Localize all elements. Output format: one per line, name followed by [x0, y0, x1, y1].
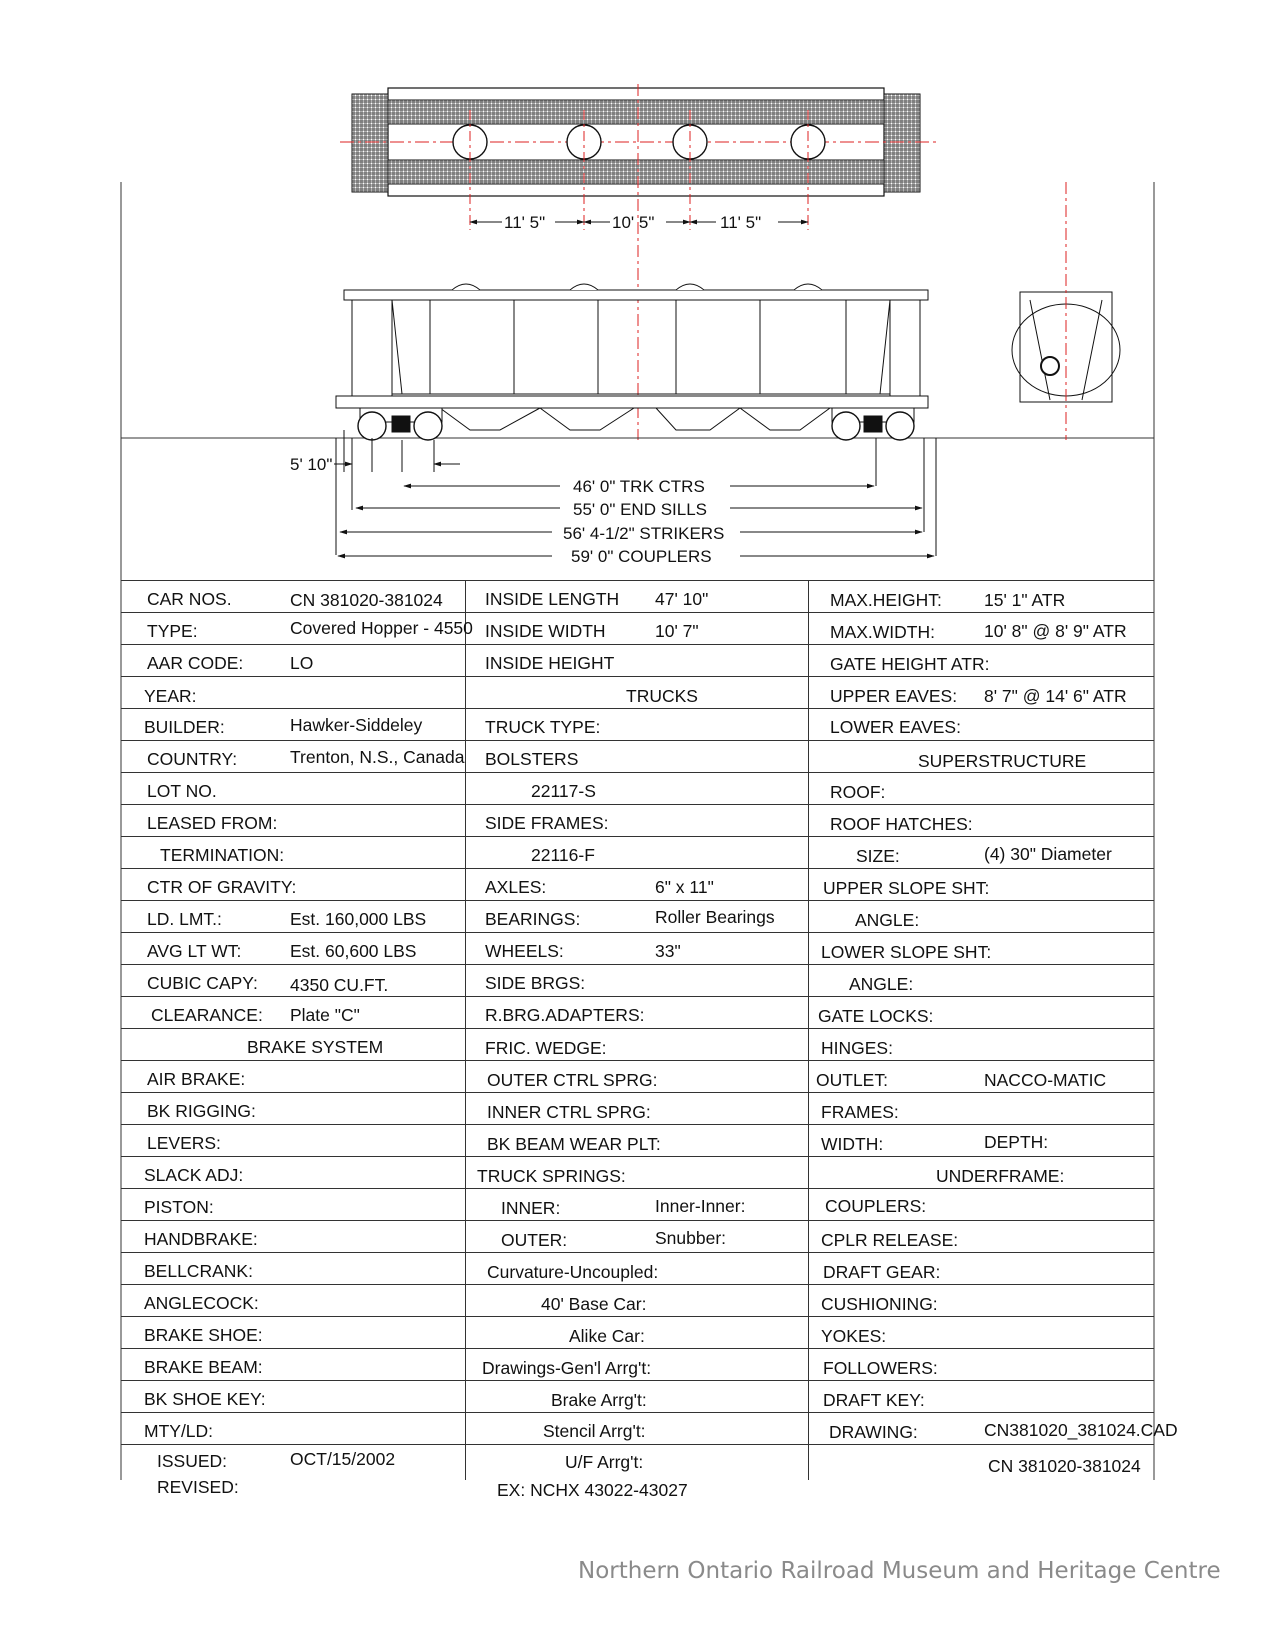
value: OCT/15/2002	[290, 1449, 396, 1469]
value: 8' 7" @ 14' 6" ATR	[984, 686, 1127, 706]
label: LOWER EAVES:	[830, 717, 961, 737]
value: Trenton, N.S., Canada	[290, 747, 465, 767]
label: CAR NOS.	[147, 589, 232, 609]
label: AXLES:	[485, 877, 547, 897]
value: 10' 7"	[655, 621, 699, 641]
label: LOT NO.	[147, 781, 217, 801]
label: ANGLECOCK:	[144, 1293, 259, 1313]
value: 47' 10"	[655, 589, 709, 609]
section-heading: SUPERSTRUCTURE	[918, 751, 1087, 771]
label: INNER:	[501, 1198, 561, 1218]
label: Drawings-Gen'l Arrg't:	[482, 1358, 652, 1378]
label: BOLSTERS	[485, 749, 579, 769]
label: OUTER:	[501, 1230, 568, 1250]
label: YEAR:	[144, 686, 197, 706]
label: CUSHIONING:	[821, 1294, 938, 1314]
label: HANDBRAKE:	[144, 1229, 258, 1249]
trk-ctrs-dim: 46' 0" TRK CTRS	[573, 477, 705, 496]
label: YOKES:	[821, 1326, 887, 1346]
value: LO	[290, 653, 314, 673]
label: BRAKE SHOE:	[144, 1325, 263, 1345]
label: GATE LOCKS:	[818, 1006, 934, 1026]
label: LD. LMT.:	[147, 909, 222, 929]
value: 33"	[655, 941, 681, 961]
label: FRAMES:	[821, 1102, 899, 1122]
value: Roller Bearings	[655, 907, 775, 927]
label: SIDE FRAMES:	[485, 813, 609, 833]
label: AAR CODE:	[147, 653, 244, 673]
label: REVISED:	[157, 1477, 239, 1497]
label: BUILDER:	[144, 717, 225, 737]
section-heading: BRAKE SYSTEM	[247, 1037, 384, 1057]
label: INSIDE WIDTH	[485, 621, 606, 641]
value: NACCO-MATIC	[984, 1070, 1107, 1090]
section-heading: UNDERFRAME:	[936, 1166, 1065, 1186]
label: Alike Car:	[569, 1326, 645, 1346]
label: BEARINGS:	[485, 909, 581, 929]
label: LEVERS:	[147, 1133, 221, 1153]
label: TYPE:	[147, 621, 198, 641]
label: CUBIC CAPY:	[147, 973, 258, 993]
label: EX: NCHX 43022-43027	[497, 1480, 688, 1500]
end-view	[1012, 182, 1120, 440]
truck-icon	[832, 408, 914, 440]
label: UPPER EAVES:	[830, 686, 958, 706]
label: Snubber:	[655, 1228, 727, 1248]
section-heading: TRUCKS	[626, 686, 698, 706]
value: 22116-F	[531, 845, 595, 865]
label: AIR BRAKE:	[147, 1069, 246, 1089]
value: Plate "C"	[290, 1005, 360, 1025]
label: CPLR RELEASE:	[821, 1230, 959, 1250]
label: ROOF HATCHES:	[830, 814, 973, 834]
label: SIZE:	[856, 846, 900, 866]
label: TRUCK TYPE:	[485, 717, 601, 737]
label: WHEELS:	[485, 941, 564, 961]
value: 10' 8" @ 8' 9" ATR	[984, 621, 1127, 641]
value: Covered Hopper - 4550	[290, 618, 473, 638]
label: DRAWING:	[829, 1422, 918, 1442]
label: INNER CTRL SPRG:	[487, 1102, 651, 1122]
label: TERMINATION:	[160, 845, 285, 865]
value: 4350 CU.FT.	[290, 975, 389, 995]
value: (4) 30" Diameter	[984, 844, 1112, 864]
label: CLEARANCE:	[151, 1005, 263, 1025]
label: BELLCRANK:	[144, 1261, 253, 1281]
label: BK BEAM WEAR PLT:	[487, 1134, 661, 1154]
label: R.BRG.ADAPTERS:	[485, 1005, 645, 1025]
label: SLACK ADJ:	[144, 1165, 244, 1185]
label: MAX.HEIGHT:	[830, 590, 942, 610]
value: 6" x 11"	[655, 877, 714, 897]
side-elevation	[336, 284, 928, 440]
strikers-dim: 56' 4-1/2" STRIKERS	[563, 524, 725, 543]
label: DEPTH:	[984, 1132, 1049, 1152]
value: 15' 1" ATR	[984, 590, 1066, 610]
label: PISTON:	[144, 1197, 214, 1217]
label: LOWER SLOPE SHT:	[821, 942, 992, 962]
truck-icon	[358, 408, 442, 440]
label: GATE HEIGHT ATR:	[830, 654, 990, 674]
label: MTY/LD:	[144, 1421, 214, 1441]
label: SIDE BRGS:	[485, 973, 586, 993]
label: DRAFT KEY:	[823, 1390, 925, 1410]
label: AVG LT WT:	[147, 941, 242, 961]
value: Est. 160,000 LBS	[290, 909, 427, 929]
spacing-dim-3: 11' 5"	[720, 213, 762, 232]
value: 22117-S	[531, 781, 596, 801]
label: 40' Base Car:	[541, 1294, 647, 1314]
label: ANGLE:	[849, 974, 914, 994]
spacing-dim-1: 11' 5"	[504, 213, 546, 232]
label: DRAFT GEAR:	[823, 1262, 941, 1282]
value: Hawker-Siddeley	[290, 715, 423, 735]
label: HINGES:	[821, 1038, 893, 1058]
label: U/F Arrg't:	[565, 1452, 644, 1472]
spacing-dim-2: 10' 5"	[612, 213, 655, 232]
label: COUNTRY:	[147, 749, 238, 769]
value: Est. 60,600 LBS	[290, 941, 417, 961]
label: BK SHOE KEY:	[144, 1389, 266, 1409]
value: CN381020_381024.CAD	[984, 1420, 1178, 1440]
label: ANGLE:	[855, 910, 920, 930]
label: FRIC. WEDGE:	[485, 1038, 607, 1058]
label: ISSUED:	[157, 1451, 228, 1471]
label: Stencil Arrg't:	[543, 1421, 646, 1441]
value: CN 381020-381024	[988, 1456, 1141, 1476]
wheelbase-dim: 5' 10"	[290, 455, 333, 474]
label: OUTLET:	[816, 1070, 888, 1090]
label: TRUCK SPRINGS:	[477, 1166, 626, 1186]
label: MAX.WIDTH:	[830, 622, 935, 642]
label: INSIDE LENGTH	[485, 589, 620, 609]
end-sills-dim: 55' 0" END SILLS	[573, 500, 708, 519]
label: Brake Arrg't:	[551, 1390, 647, 1410]
label: COUPLERS:	[825, 1196, 927, 1216]
label: UPPER SLOPE SHT:	[823, 878, 990, 898]
label: Curvature-Uncoupled:	[487, 1262, 659, 1282]
label: LEASED FROM:	[147, 813, 278, 833]
label: INSIDE HEIGHT	[485, 653, 615, 673]
label: BK RIGGING:	[147, 1101, 256, 1121]
label: ROOF:	[830, 782, 886, 802]
couplers-dim: 59' 0" COUPLERS	[571, 547, 712, 566]
label: CTR OF GRAVITY:	[147, 877, 297, 897]
label: WIDTH:	[821, 1134, 884, 1154]
label: Inner-Inner:	[655, 1196, 746, 1216]
value: CN 381020-381024	[290, 590, 443, 610]
label: OUTER CTRL SPRG:	[487, 1070, 658, 1090]
museum-credit: Northern Ontario Railroad Museum and Heritage Centre	[578, 1558, 1221, 1584]
label: BRAKE BEAM:	[144, 1357, 263, 1377]
label: FOLLOWERS:	[823, 1358, 938, 1378]
